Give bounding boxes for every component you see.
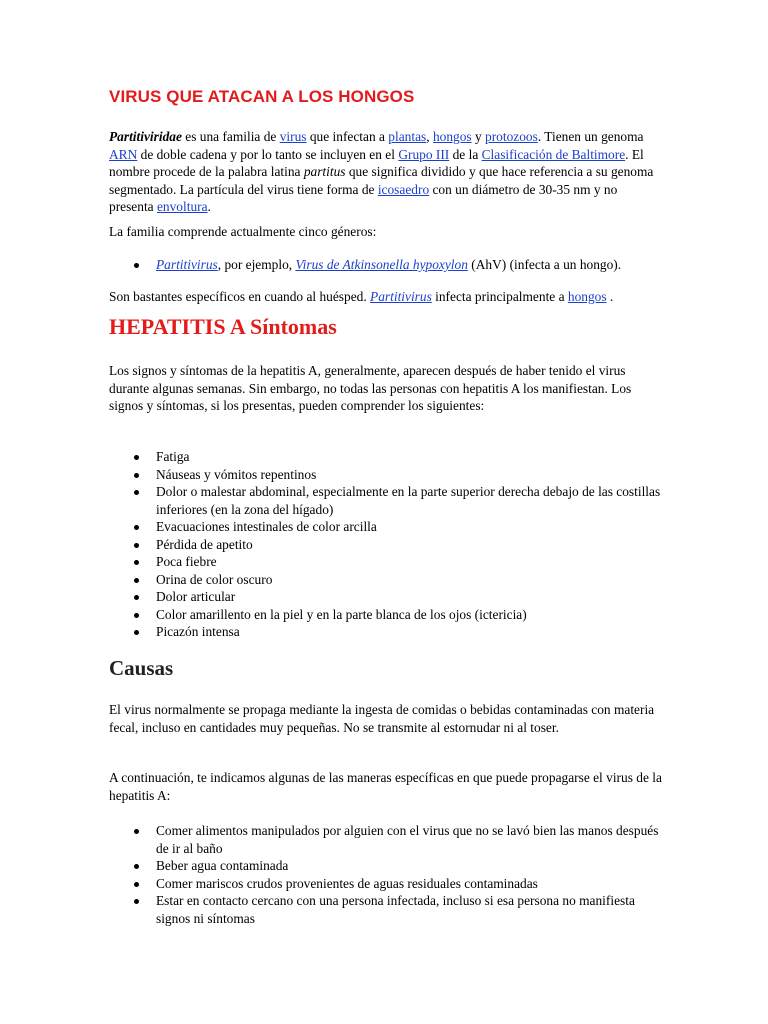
link-protozoos[interactable]: protozoos xyxy=(485,129,538,144)
list-item: Picazón intensa xyxy=(109,623,664,641)
generos-list xyxy=(109,256,664,274)
link-virus-atkinsonella[interactable] xyxy=(295,257,467,272)
list-item: Dolor articular xyxy=(109,588,664,606)
list-item: Evacuaciones intestinales de color arcilla xyxy=(109,518,664,536)
section-title-hepatitis: HEPATITIS A Síntomas xyxy=(109,314,337,339)
list-item: Poca fiebre xyxy=(109,553,664,571)
link-virus[interactable]: virus xyxy=(279,129,307,144)
text-span: . xyxy=(207,199,211,214)
text-span: infecta principalmente a xyxy=(431,289,568,304)
paragraph-causas-2: A continuación, te indicamos algunas de las maneras específicas en que puede propagarse el virus de la hepatitis A: xyxy=(109,770,662,803)
text-span: de doble cadena y por lo tanto se incluyen en el xyxy=(137,146,399,162)
link-icosaedro[interactable]: icosaedro xyxy=(377,181,430,197)
list-item xyxy=(109,256,664,274)
link-hongos-2[interactable]: hongos xyxy=(567,289,607,304)
text-span: Son bastantes específicos en cuando al huésped. xyxy=(109,289,371,304)
symptoms-list xyxy=(109,448,664,641)
list-item: Pérdida de apetito xyxy=(109,536,664,554)
list-item: Náuseas y vómitos repentinos xyxy=(109,466,664,484)
link-text: Partitivirus xyxy=(156,257,218,272)
link-grupo-iii[interactable]: Grupo III xyxy=(398,146,450,162)
text-span: es una familia de xyxy=(181,129,280,144)
list-item: Orina de color oscuro xyxy=(109,571,664,589)
link-clasificacion-baltimore[interactable]: Clasificación de Baltimore xyxy=(481,146,626,162)
text-span: . El nombre procede de la palabra latina xyxy=(109,146,644,179)
link-envoltura[interactable]: envoltura xyxy=(156,199,208,214)
text-span: que infectan a xyxy=(306,129,389,144)
link-hongos[interactable]: hongos xyxy=(432,129,472,144)
list-item: Color amarillento en la piel y en la parte blanca de los ojos (ictericia) xyxy=(109,606,664,624)
text-span: con un diámetro de 30-35 nm y no presenta xyxy=(109,181,618,214)
transmission-list xyxy=(109,822,664,927)
list-item: Estar en contacto cercano con una persona infectada, incluso si esa persona no manifiesta signos ni síntomas xyxy=(109,892,664,927)
list-item: Comer mariscos crudos provenientes de aguas residuales contaminadas xyxy=(109,875,664,893)
paragraph-partitiviridae xyxy=(109,128,664,216)
list-item: Fatiga xyxy=(109,448,664,466)
link-partitivirus-2[interactable] xyxy=(370,289,432,304)
text-span: que significa dividido y que hace referencia a su genoma segmentado. La partícula del virus tiene forma de xyxy=(109,164,654,197)
text-span: (AhV) (infecta a un hongo). xyxy=(467,257,622,272)
section-title-causas: Causas xyxy=(109,656,174,680)
paragraph-causas-1: El virus normalmente se propaga mediante la ingesta de comidas o bebidas contaminadas con materia fecal, incluso en cantidades muy pequeñas. No se transmite al estornudar ni al toser. xyxy=(109,702,655,735)
text-span: . xyxy=(606,289,614,304)
paragraph-especificos xyxy=(109,288,664,306)
list-item: Beber agua contaminada xyxy=(109,857,664,875)
list-item: Comer alimentos manipulados por alguien con el virus que no se lavó bien las manos después de ir al baño xyxy=(109,822,664,857)
section-title-virus-hongos: VIRUS QUE ATACAN A LOS HONGOS xyxy=(109,87,415,106)
text-span: . Tienen un genoma xyxy=(537,129,644,144)
paragraph-familia-generos: La familia comprende actualmente cinco géneros: xyxy=(109,224,377,239)
text-span: y xyxy=(471,129,486,144)
paragraph-hepatitis-intro: Los signos y síntomas de la hepatitis A, generalmente, aparecen después de haber tenido el virus durante algunas semanas. Sin embargo, no todas las personas con hepatitis A los manifiestan. Los signos y síntomas, si los presentas, pueden comprender los siguientes: xyxy=(109,363,632,413)
link-arn[interactable]: ARN xyxy=(109,146,138,162)
link-partitivirus[interactable] xyxy=(156,257,218,272)
link-text: Partitivirus xyxy=(370,289,432,304)
text-span: , xyxy=(426,129,433,144)
text-span: de la xyxy=(449,146,482,162)
link-plantas[interactable]: plantas xyxy=(388,129,427,144)
text-span: , por ejemplo, xyxy=(217,257,296,272)
link-text: Virus de Atkinsonella hypoxylon xyxy=(295,257,468,272)
list-item: Dolor o malestar abdominal, especialmente en la parte superior derecha debajo de las costillas inferiores (en la zona del hígado) xyxy=(109,483,664,518)
term-partitiviridae: Partitiviridae xyxy=(109,129,182,144)
term-partitus: partitus xyxy=(303,164,346,179)
